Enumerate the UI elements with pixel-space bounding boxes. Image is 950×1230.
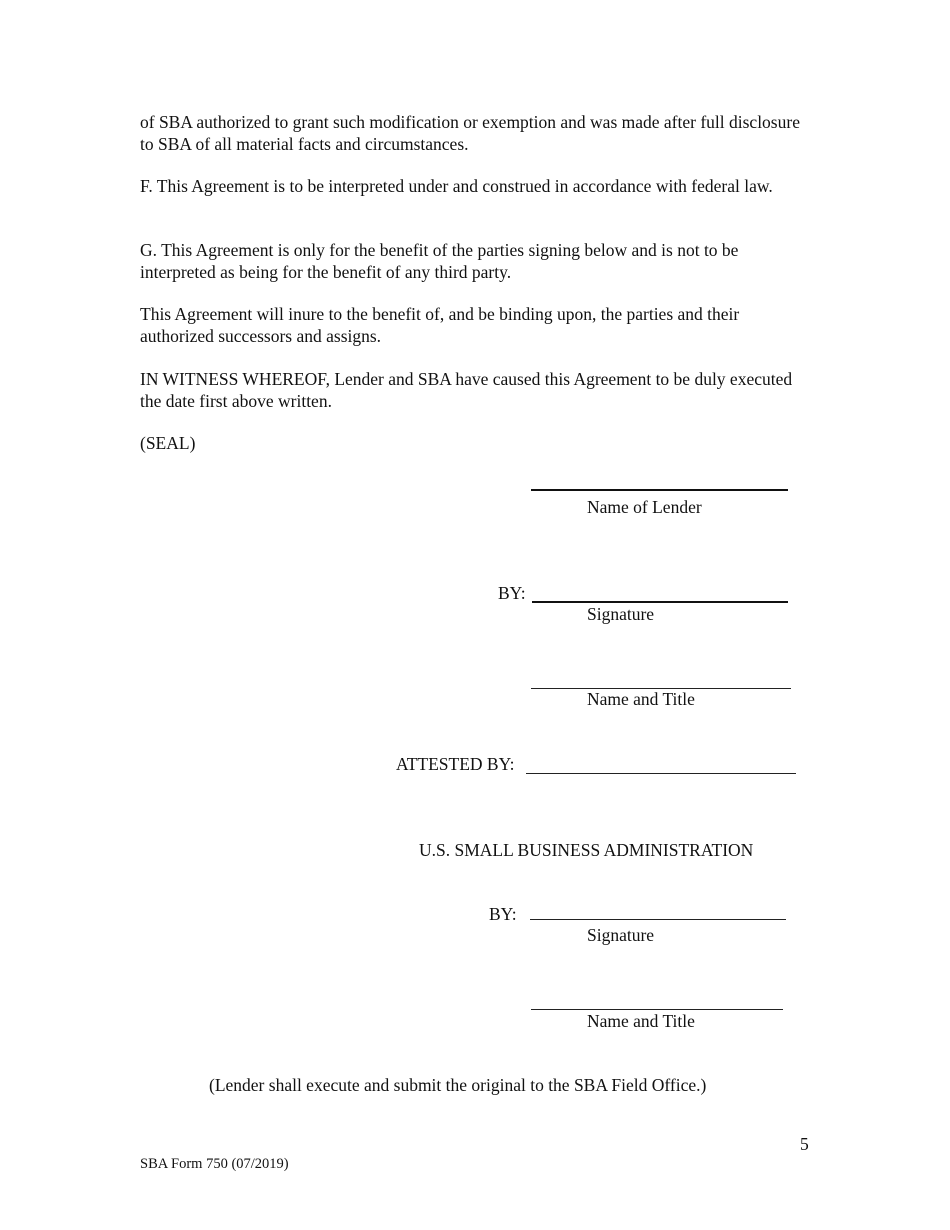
sba-signature-line[interactable] [530,919,786,920]
lender-name-caption: Name of Lender [587,497,702,517]
page-number: 5 [800,1134,809,1154]
seal-label: (SEAL) [140,433,196,453]
attested-by-line[interactable] [526,773,796,774]
lender-name-title-caption: Name and Title [587,689,695,709]
form-footer: SBA Form 750 (07/2019) [140,1156,289,1172]
lender-by-label: BY: [498,583,526,603]
sba-name-title-line[interactable] [531,1009,783,1010]
paragraph-continuation: of SBA authorized to grant such modification or exemption and was made after full disclosure to SBA of all material facts and circumstances. [140,112,800,154]
lender-signature-caption: Signature [587,604,655,624]
lender-name-line[interactable] [531,489,788,491]
lender-signature-line[interactable] [532,601,788,603]
paragraph-g: G. This Agreement is only for the benefit of the parties signing below and is not to be interpreted as being for the benefit of any third party. [140,240,739,282]
sba-by-label: BY: [489,904,517,924]
sba-heading: U.S. SMALL BUSINESS ADMINISTRATION [419,840,754,860]
attested-by-label: ATTESTED BY: [396,754,515,774]
sba-signature-caption: Signature [587,925,655,945]
submission-instruction: (Lender shall execute and submit the original to the SBA Field Office.) [209,1075,707,1095]
paragraph-inure: This Agreement will inure to the benefit of, and be binding upon, the parties and their authorized successors and assigns. [140,304,740,346]
paragraph-witness: IN WITNESS WHEREOF, Lender and SBA have caused this Agreement to be duly executed the date first above written. [140,369,793,411]
sba-name-title-caption: Name and Title [587,1011,695,1031]
paragraph-f: F. This Agreement is to be interpreted under and construed in accordance with federal law. [140,176,773,196]
